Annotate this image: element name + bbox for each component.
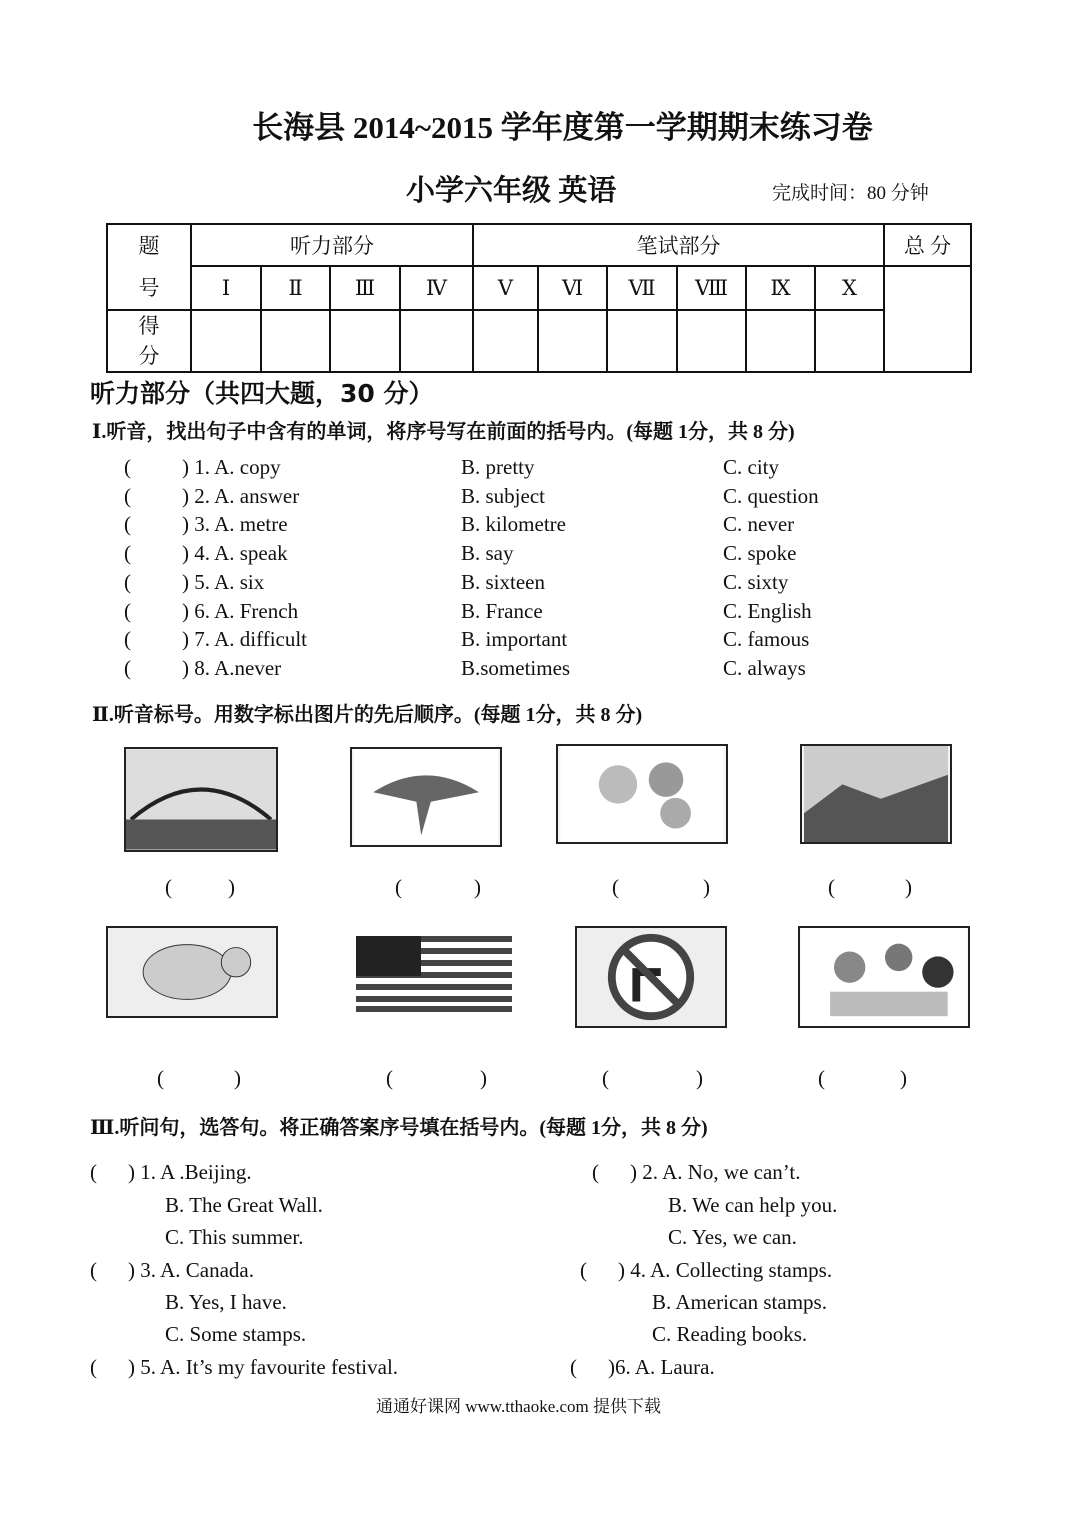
score-cell[interactable] xyxy=(538,310,607,372)
option[interactable]: B. Yes, I have. xyxy=(165,1290,287,1314)
option[interactable]: C. Reading books. xyxy=(652,1322,808,1346)
option-c[interactable]: C. spoke xyxy=(723,541,797,566)
q-label-top: 题 xyxy=(138,234,160,258)
exam-title: 长海县 2014~2015 学年度第一学期期末练习卷 xyxy=(252,110,873,145)
option-a[interactable]: ) 7. A. difficult xyxy=(182,627,308,652)
option-c[interactable]: C. English xyxy=(723,598,812,623)
answer-blank-open[interactable]: ( xyxy=(602,1066,609,1090)
col-10: Ⅹ xyxy=(815,266,884,310)
question-left[interactable]: ) 5. A. It’s my favourite festival. xyxy=(128,1355,399,1379)
answer-blank[interactable]: ( xyxy=(124,512,131,537)
option-c[interactable]: C. famous xyxy=(723,627,810,652)
answer-blank[interactable]: ( xyxy=(124,569,131,594)
answer-blank-close[interactable]: ) xyxy=(900,1066,907,1090)
score-cell[interactable] xyxy=(677,310,746,372)
answer-blank-open[interactable]: ( xyxy=(395,875,402,899)
listening-header: 听力部分 xyxy=(191,224,473,266)
picture-elephant xyxy=(106,926,278,1018)
option-a[interactable]: ) 6. A. French xyxy=(182,598,299,623)
answer-blank-close[interactable]: ) xyxy=(480,1066,487,1090)
answer-blank-open[interactable]: ( xyxy=(828,875,835,899)
col-1: Ⅰ xyxy=(191,266,261,310)
answer-blank-close[interactable]: ) xyxy=(905,875,912,899)
answer-blank[interactable]: ( xyxy=(124,483,131,508)
picture-people-eating xyxy=(798,926,970,1028)
col-4: Ⅳ xyxy=(400,266,473,310)
score-table xyxy=(106,223,972,373)
option-c[interactable]: C. question xyxy=(723,483,819,508)
answer-blank-close[interactable]: ) xyxy=(474,875,481,899)
option-b[interactable]: B. kilometre xyxy=(461,512,566,537)
col-7: Ⅶ xyxy=(607,266,677,310)
option[interactable]: B. The Great Wall. xyxy=(165,1193,323,1217)
picture-great-wall xyxy=(800,744,952,844)
part2-heading: Ⅱ.听音标号。用数字标出图片的先后顺序。(每题 1分，共 8 分) xyxy=(92,704,643,726)
answer-blank-open[interactable]: ( xyxy=(612,875,619,899)
option-a[interactable]: ) 2. A. answer xyxy=(182,483,300,508)
score-label-top: 得 xyxy=(138,314,160,338)
option-a[interactable]: ) 5. A. six xyxy=(182,569,265,594)
answer-blank[interactable]: ( xyxy=(592,1160,599,1184)
answer-blank-close[interactable]: ) xyxy=(703,875,710,899)
answer-blank-open[interactable]: ( xyxy=(157,1066,164,1090)
score-cell[interactable] xyxy=(191,310,261,372)
score-cell[interactable] xyxy=(473,310,538,372)
col-5: Ⅴ xyxy=(473,266,538,310)
score-cell[interactable] xyxy=(607,310,677,372)
section-heading: 听力部分（共四大题，30 分） xyxy=(90,379,434,408)
option-a[interactable]: ) 3. A. metre xyxy=(182,512,288,537)
answer-blank[interactable]: ( xyxy=(90,1160,97,1184)
score-cell[interactable] xyxy=(261,310,330,372)
option-b[interactable]: B. say xyxy=(461,541,514,566)
question-right[interactable]: ) 2. A. No, we can’t. xyxy=(630,1160,801,1184)
option[interactable]: C. This summer. xyxy=(165,1225,304,1249)
total-header: 总 分 xyxy=(884,224,971,266)
answer-blank-open[interactable]: ( xyxy=(386,1066,393,1090)
option-c[interactable]: C. sixty xyxy=(723,569,789,594)
option-b[interactable]: B. sixteen xyxy=(461,569,545,594)
option-a[interactable]: ) 4. A. speak xyxy=(182,541,288,566)
option-a[interactable]: ) 1. A. copy xyxy=(182,455,281,479)
score-cell[interactable] xyxy=(815,310,884,372)
col-9: Ⅸ xyxy=(746,266,815,310)
part3-heading: Ⅲ.听问句，选答句。将正确答案序号填在括号内。(每题 1分，共 8 分) xyxy=(90,1117,708,1139)
option[interactable]: B. We can help you. xyxy=(668,1193,838,1217)
score-cell[interactable] xyxy=(400,310,473,372)
footer: 通通好课网 www.tthaoke.com 提供下载 xyxy=(376,1397,662,1416)
score-cell[interactable] xyxy=(746,310,815,372)
time-limit: 完成时间：80 分钟 xyxy=(772,183,929,204)
answer-blank-close[interactable]: ) xyxy=(228,875,235,899)
q-label-bottom: 号 xyxy=(138,276,160,300)
option-b[interactable]: B. pretty xyxy=(461,455,535,479)
part1-heading: Ⅰ.听音，找出句子中含有的单词，将序号写在前面的括号内。(每题 1分，共 8 分) xyxy=(92,421,795,443)
option-b[interactable]: B. France xyxy=(461,598,543,623)
answer-blank[interactable]: ( xyxy=(570,1355,577,1379)
answer-blank[interactable]: ( xyxy=(124,455,131,479)
total-score-cell[interactable] xyxy=(884,266,971,372)
picture-harbour-bridge xyxy=(124,747,278,852)
option-a[interactable]: ) 8. A.never xyxy=(182,655,282,680)
answer-blank[interactable]: ( xyxy=(124,627,131,652)
col-3: Ⅲ xyxy=(330,266,400,310)
option-c[interactable]: C. city xyxy=(723,455,779,479)
question-left[interactable]: ) 1. A .Beijing. xyxy=(128,1160,252,1184)
question-left[interactable]: ) 3. A. Canada. xyxy=(128,1258,254,1282)
answer-blank[interactable]: ( xyxy=(580,1258,587,1282)
col-2: Ⅱ xyxy=(261,266,330,310)
picture-children xyxy=(556,744,728,844)
answer-blank[interactable]: ( xyxy=(90,1258,97,1282)
col-6: Ⅵ xyxy=(538,266,607,310)
option[interactable]: C. Yes, we can. xyxy=(668,1225,797,1249)
option-c[interactable]: C. always xyxy=(723,655,806,680)
picture-us-flag xyxy=(356,936,512,1012)
exam-subtitle: 小学六年级 英语 xyxy=(406,175,617,207)
score-label-bottom: 分 xyxy=(138,344,160,368)
picture-no-right-turn-sign xyxy=(575,926,727,1028)
answer-blank-close[interactable]: ) xyxy=(234,1066,241,1090)
answer-blank-close[interactable]: ) xyxy=(696,1066,703,1090)
col-8: Ⅷ xyxy=(677,266,746,310)
answer-blank[interactable]: ( xyxy=(90,1355,97,1379)
option[interactable]: B. American stamps. xyxy=(652,1290,827,1314)
option-c[interactable]: C. never xyxy=(723,512,795,537)
question-right[interactable]: )6. A. Laura. xyxy=(608,1355,715,1379)
answer-blank[interactable]: ( xyxy=(124,598,131,623)
answer-blank[interactable]: ( xyxy=(124,655,131,680)
option-b[interactable]: B. subject xyxy=(461,483,545,508)
question-right[interactable]: ) 4. A. Collecting stamps. xyxy=(618,1258,833,1282)
picture-kite xyxy=(350,747,502,847)
option-b[interactable]: B. important xyxy=(461,627,568,652)
answer-blank[interactable]: ( xyxy=(124,541,131,566)
option[interactable]: C. Some stamps. xyxy=(165,1322,307,1346)
answer-blank-open[interactable]: ( xyxy=(165,875,172,899)
score-cell[interactable] xyxy=(330,310,400,372)
answer-blank-open[interactable]: ( xyxy=(818,1066,825,1090)
option-b[interactable]: B.sometimes xyxy=(461,655,571,680)
written-header: 笔试部分 xyxy=(473,224,884,266)
